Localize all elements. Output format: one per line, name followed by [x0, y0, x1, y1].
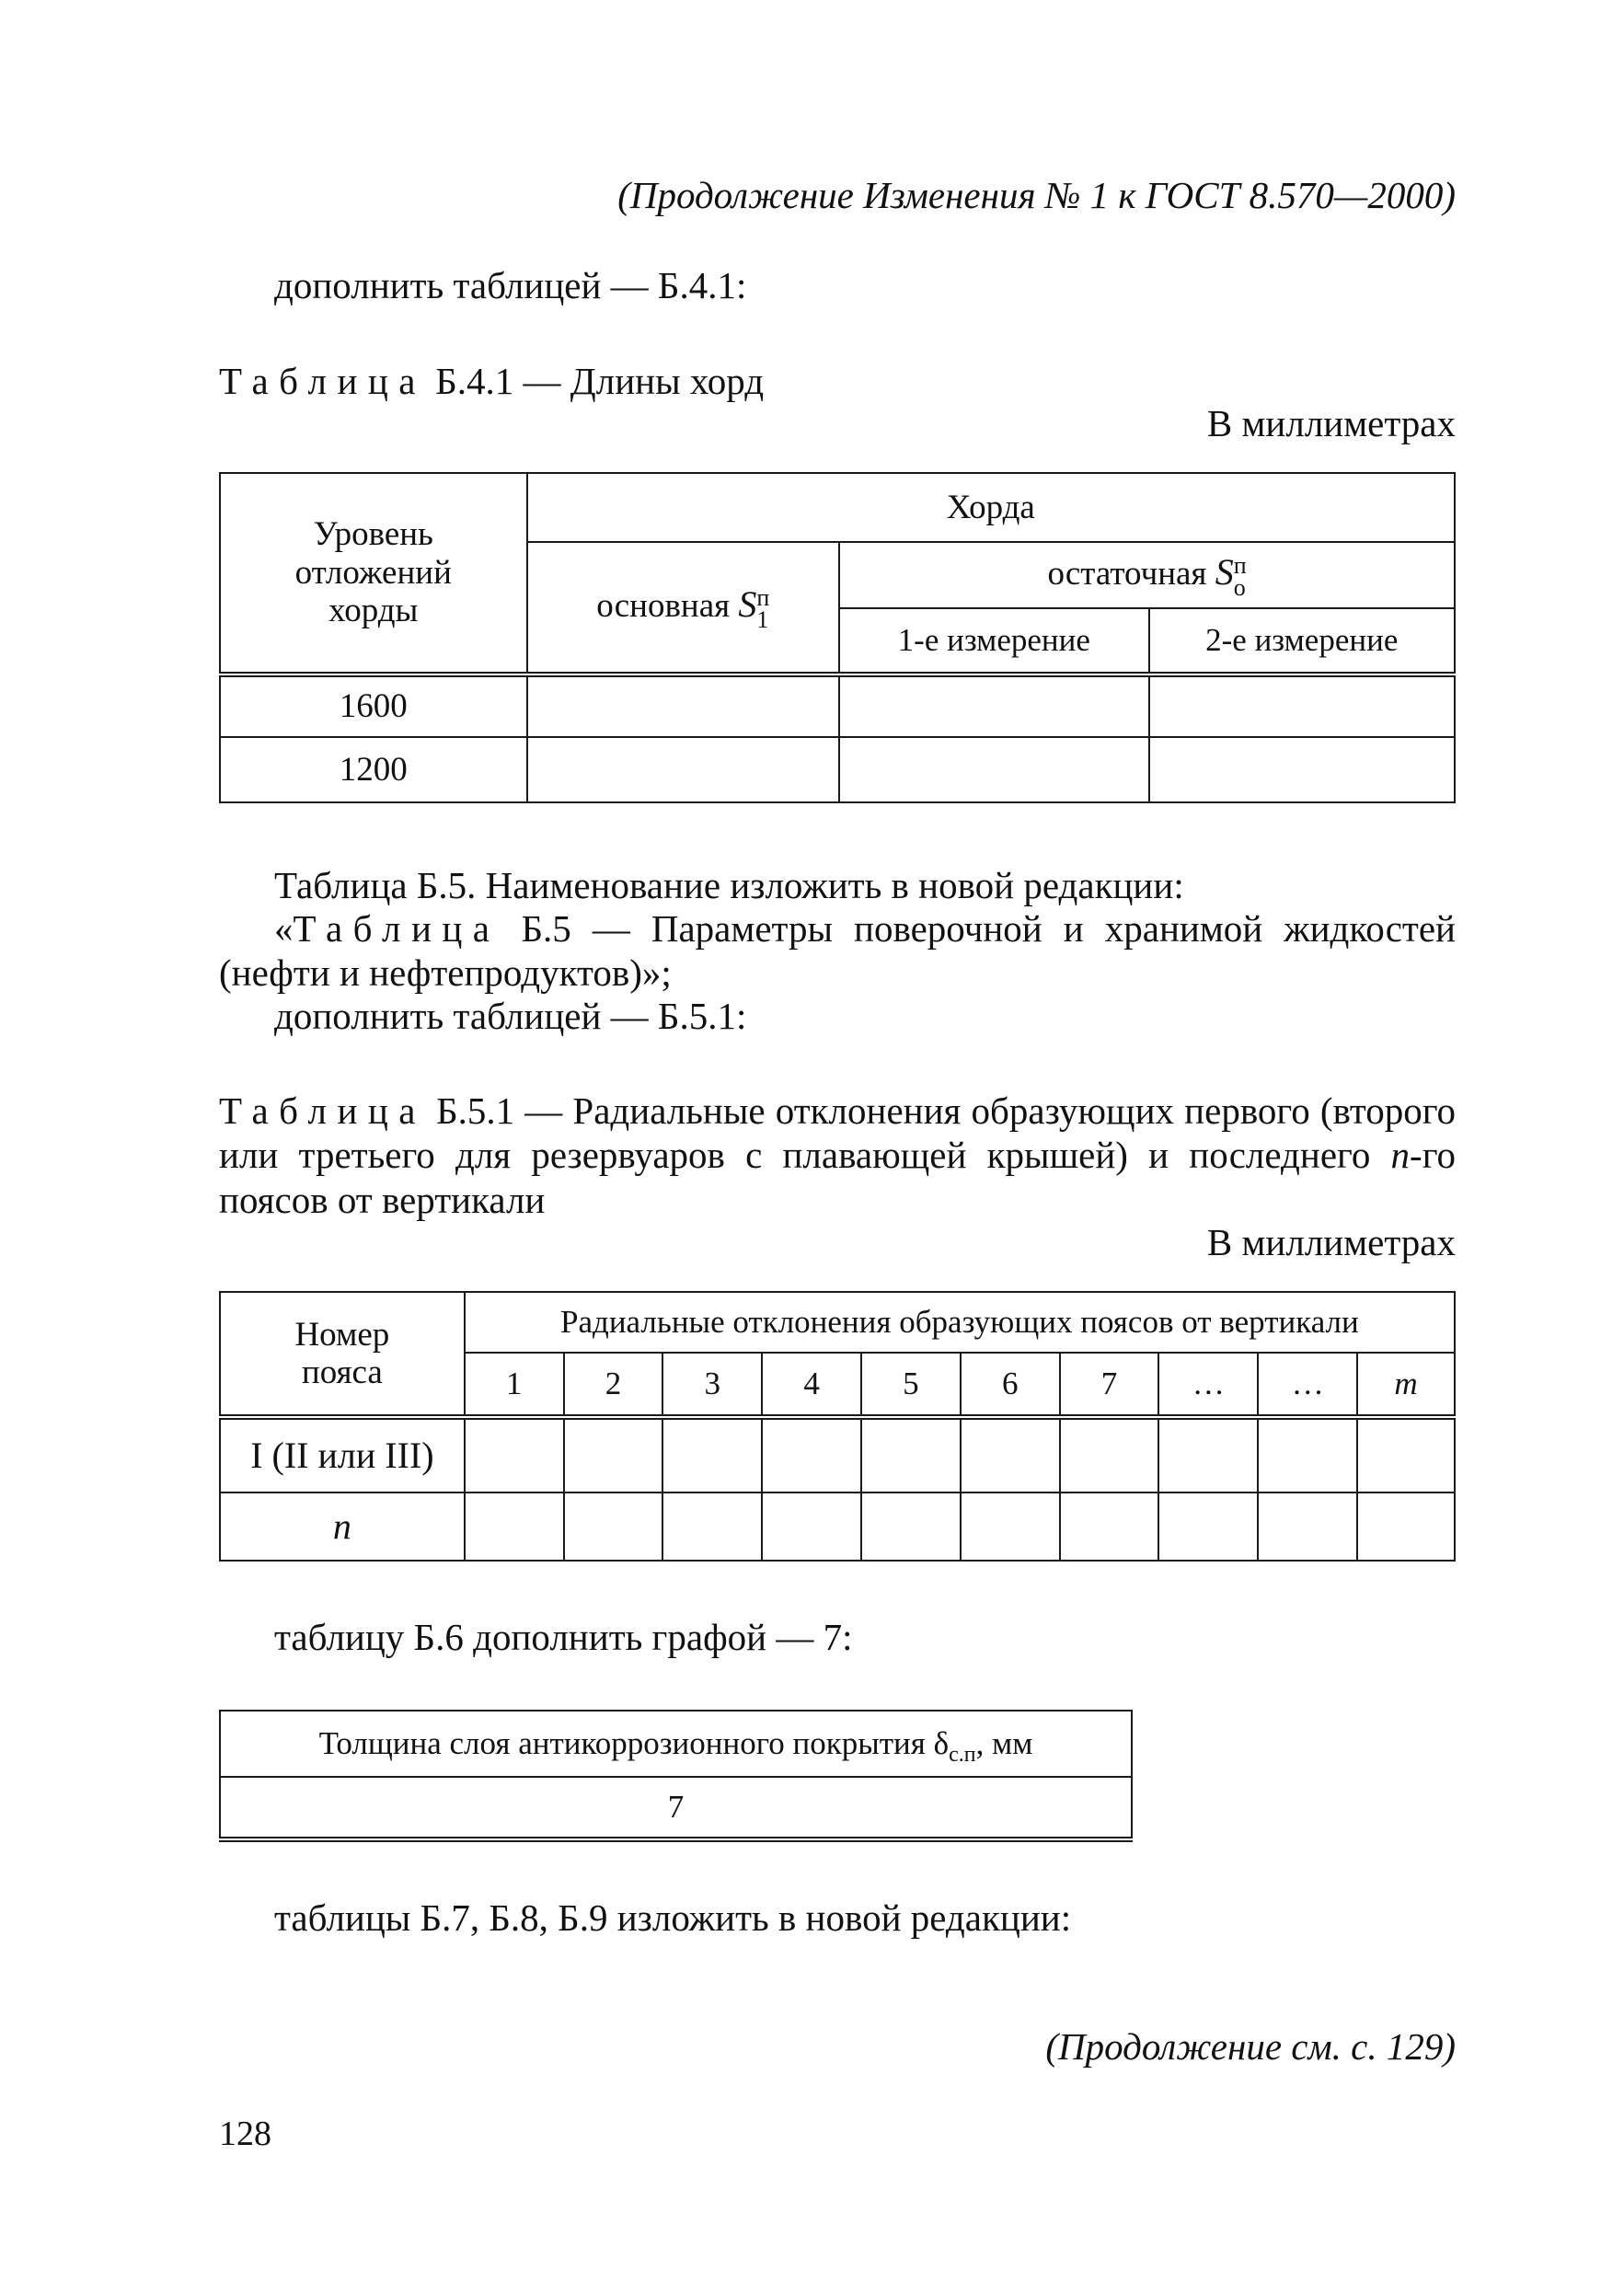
table-row — [220, 1417, 1455, 1493]
cell-empty — [1258, 1417, 1357, 1493]
table-b51-caption: Таблица Б.5.1 — Радиальные отклонения образующих первого (второго или третьего для резервуаров с плавающей крышей) и последнего n-го поясов от вертикали — [219, 1089, 1456, 1221]
cell-column-number: 7 — [220, 1777, 1132, 1839]
cell-empty — [861, 1493, 961, 1561]
cell-empty — [961, 1417, 1060, 1493]
para-table-b5-title: «Таблица Б.5 — Параметры поверочной и хранимой жидкостей (нефти и нефтепродуктов)»; — [219, 907, 1456, 995]
header-col: 3 — [662, 1353, 762, 1417]
header-col: 7 — [1060, 1353, 1159, 1417]
header-col: m — [1357, 1353, 1455, 1417]
cell-empty — [1149, 674, 1455, 737]
cell-empty — [662, 1417, 762, 1493]
header-continuation: (Продолжение Изменения № 1 к ГОСТ 8.570—2000) — [617, 174, 1456, 216]
table-b41 — [219, 472, 1456, 803]
cell-empty — [1158, 1417, 1258, 1493]
header-col: … — [1258, 1353, 1357, 1417]
header-col: 1 — [465, 1353, 564, 1417]
header-main-chord: основная S п 1 — [527, 542, 840, 674]
header-radial-deviation: Радиальные отклонения образующих поясов от вертикали — [465, 1292, 1455, 1353]
cell-empty — [1060, 1493, 1159, 1561]
header-measurement-2: 2-е измерение — [1149, 608, 1455, 674]
cell-belt: I (II или III) — [220, 1417, 465, 1493]
cell-empty — [861, 1417, 961, 1493]
footer-continuation: (Продолжение см. с. 129) — [1045, 2025, 1456, 2068]
header-residual-chord: остаточная S п о — [839, 542, 1455, 608]
cell-level: 1600 — [220, 674, 527, 737]
page-number: 128 — [219, 2115, 271, 2153]
para-table-b5: Таблица Б.5. Наименование изложить в новой редакции: — [274, 864, 1184, 906]
cell-empty — [1060, 1417, 1159, 1493]
header-col: … — [1158, 1353, 1258, 1417]
cell-empty — [762, 1493, 861, 1561]
cell-empty — [1149, 737, 1455, 802]
cell-empty — [1357, 1417, 1455, 1493]
table-b41-units: В миллиметрах — [1206, 402, 1456, 444]
header-measurement-1: 1-е измерение — [839, 608, 1148, 674]
caption-word: Таблица — [219, 360, 426, 402]
intro-text-table-b41: дополнить таблицей — Б.4.1: — [274, 264, 747, 306]
caption-rest: Б.4.1 — Длины хорд — [435, 360, 765, 402]
header-col: 2 — [564, 1353, 663, 1417]
cell-empty — [564, 1417, 663, 1493]
header-belt-number: Номер пояса — [220, 1292, 465, 1417]
cell-empty — [662, 1493, 762, 1561]
header-col: 5 — [861, 1353, 961, 1417]
cell-empty — [527, 737, 840, 802]
intro-text-tables-b7-b9: таблицы Б.7, Б.8, Б.9 изложить в новой редакции: — [274, 1896, 1072, 1939]
cell-belt: n — [220, 1493, 465, 1561]
cell-empty — [527, 674, 840, 737]
intro-text-table-b6: таблицу Б.6 дополнить графой — 7: — [274, 1616, 853, 1658]
intro-text-table-b51: дополнить таблицей — Б.5.1: — [274, 995, 747, 1037]
cell-empty — [1158, 1493, 1258, 1561]
header-level: Уровень отложений хорды — [220, 473, 527, 674]
cell-empty — [961, 1493, 1060, 1561]
table-b41-caption — [219, 359, 764, 403]
table-b6-column — [219, 1710, 1133, 1842]
header-col: 4 — [762, 1353, 861, 1417]
cell-empty — [564, 1493, 663, 1561]
cell-empty — [762, 1417, 861, 1493]
table-row — [220, 1493, 1455, 1561]
table-row — [220, 674, 1455, 737]
cell-level: 1200 — [220, 737, 527, 802]
cell-empty — [839, 737, 1148, 802]
cell-empty — [465, 1417, 564, 1493]
header-chord: Хорда — [527, 473, 1455, 542]
header-coating-thickness: Толщина слоя антикоррозионного покрытия $\delta_{с.п}$, мм — [220, 1711, 1132, 1777]
cell-empty — [839, 674, 1148, 737]
table-row — [220, 737, 1455, 802]
header-col: 6 — [961, 1353, 1060, 1417]
cell-empty — [465, 1493, 564, 1561]
table-b51-units: В миллиметрах — [1206, 1221, 1456, 1263]
cell-empty — [1357, 1493, 1455, 1561]
table-b51 — [219, 1291, 1456, 1562]
cell-empty — [1258, 1493, 1357, 1561]
